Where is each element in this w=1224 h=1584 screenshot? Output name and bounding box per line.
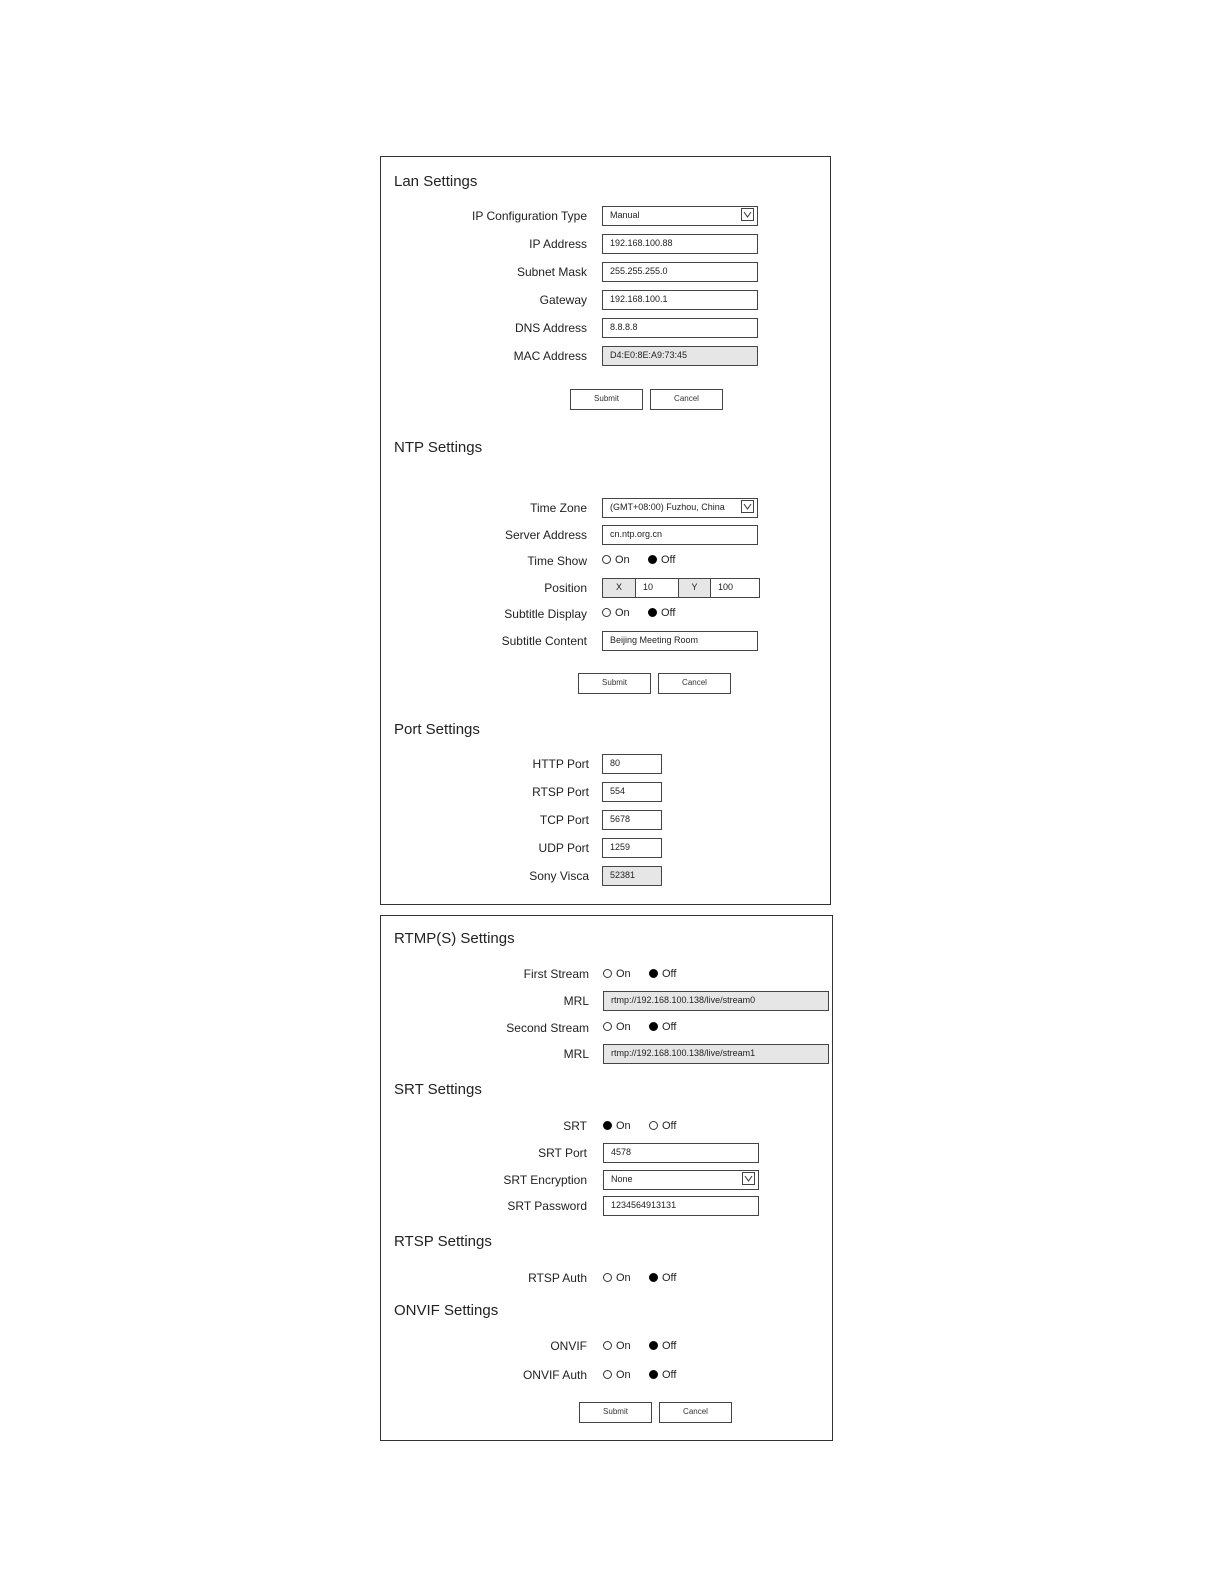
rtsp-auth-radio-group — [603, 1271, 693, 1287]
subtitle-display-off-radio[interactable] — [648, 608, 657, 617]
time-show-on-label: On — [615, 554, 630, 566]
srt-off-label: Off — [662, 1120, 677, 1132]
srt-off-radio[interactable] — [649, 1121, 658, 1130]
onvif-auth-radio-group — [603, 1368, 693, 1384]
first-stream-off-label: Off — [662, 968, 677, 980]
srt-on-label: On — [616, 1120, 631, 1132]
ip-config-type-label: IP Configuration Type — [472, 209, 587, 223]
rtsp-port-label: RTSP Port — [532, 785, 589, 799]
streaming-submit-button[interactable]: Submit — [579, 1402, 652, 1423]
second-stream-on-radio[interactable] — [603, 1022, 612, 1031]
lan-submit-button[interactable]: Submit — [570, 389, 643, 410]
srt-encryption-select[interactable] — [603, 1170, 759, 1190]
onvif-auth-on-label: On — [616, 1369, 631, 1381]
server-address-input[interactable]: cn.ntp.org.cn — [602, 525, 758, 545]
subtitle-display-off-label: Off — [661, 607, 676, 619]
subtitle-display-on-radio[interactable] — [602, 608, 611, 617]
ip-address-input[interactable]: 192.168.100.88 — [602, 234, 758, 254]
sony-visca-field: 52381 — [602, 866, 662, 886]
http-port-label: HTTP Port — [532, 757, 589, 771]
subtitle-display-on-label: On — [615, 607, 630, 619]
onvif-label: ONVIF — [550, 1339, 587, 1353]
time-show-radio-group — [602, 553, 692, 569]
chevron-down-icon[interactable] — [742, 1172, 755, 1185]
time-show-label: Time Show — [527, 554, 587, 568]
srt-password-label: SRT Password — [507, 1199, 587, 1213]
network-settings-panel — [380, 156, 831, 905]
ip-config-type-select[interactable] — [602, 206, 758, 226]
lan-cancel-button[interactable]: Cancel — [650, 389, 723, 410]
ntp-cancel-button[interactable]: Cancel — [658, 673, 731, 694]
time-show-on-radio[interactable] — [602, 555, 611, 564]
onvif-off-label: Off — [662, 1340, 677, 1352]
subtitle-display-label: Subtitle Display — [504, 607, 587, 621]
second-mrl-label: MRL — [563, 1047, 589, 1061]
first-stream-on-label: On — [616, 968, 631, 980]
onvif-on-radio[interactable] — [603, 1341, 612, 1350]
tcp-port-label: TCP Port — [539, 813, 589, 827]
rtsp-auth-off-label: Off — [662, 1272, 677, 1284]
srt-port-label: SRT Port — [538, 1146, 587, 1160]
first-stream-radio-group — [603, 967, 693, 983]
time-zone-label: Time Zone — [530, 501, 587, 515]
ip-address-label: IP Address — [529, 237, 587, 251]
udp-port-input[interactable]: 1259 — [602, 838, 662, 858]
dns-address-input[interactable]: 8.8.8.8 — [602, 318, 758, 338]
gateway-label: Gateway — [539, 293, 587, 307]
subnet-mask-label: Subnet Mask — [516, 265, 587, 279]
onvif-on-label: On — [616, 1340, 631, 1352]
onvif-auth-on-radio[interactable] — [603, 1370, 612, 1379]
second-stream-off-radio[interactable] — [649, 1022, 658, 1031]
tcp-port-input[interactable]: 5678 — [602, 810, 662, 830]
srt-encryption-label: SRT Encryption — [503, 1173, 587, 1187]
position-x-tag: X — [603, 579, 635, 597]
subnet-mask-input[interactable]: 255.255.255.0 — [602, 262, 758, 282]
rtmp-settings-heading: RTMP(S) Settings — [394, 930, 515, 947]
position-y-input[interactable]: 100 — [710, 579, 759, 597]
position-field-group — [602, 578, 760, 598]
subtitle-content-label: Subtitle Content — [501, 634, 587, 648]
rtsp-settings-heading: RTSP Settings — [394, 1233, 492, 1250]
second-stream-on-label: On — [616, 1021, 631, 1033]
first-stream-off-radio[interactable] — [649, 969, 658, 978]
lan-settings-heading: Lan Settings — [394, 173, 478, 190]
rtsp-auth-on-radio[interactable] — [603, 1273, 612, 1282]
port-settings-heading: Port Settings — [394, 721, 480, 738]
srt-radio-group — [603, 1119, 693, 1135]
ntp-settings-heading: NTP Settings — [394, 439, 483, 456]
time-zone-value: (GMT+08:00) Fuzhou, China — [610, 502, 725, 512]
subtitle-display-radio-group — [602, 606, 692, 622]
dns-address-label: DNS Address — [514, 321, 587, 335]
srt-password-input[interactable]: 1234564913131 — [603, 1196, 759, 1216]
time-zone-select[interactable] — [602, 498, 758, 518]
first-stream-on-radio[interactable] — [603, 969, 612, 978]
rtsp-port-input[interactable]: 554 — [602, 782, 662, 802]
position-y-tag: Y — [678, 579, 710, 597]
second-stream-label: Second Stream — [506, 1021, 589, 1035]
time-show-off-label: Off — [661, 554, 676, 566]
rtsp-auth-label: RTSP Auth — [528, 1271, 587, 1285]
mac-address-field: D4:E0:8E:A9:73:45 — [602, 346, 758, 366]
gateway-input[interactable]: 192.168.100.1 — [602, 290, 758, 310]
onvif-auth-label: ONVIF Auth — [522, 1368, 587, 1382]
subtitle-content-input[interactable]: Beijing Meeting Room — [602, 631, 758, 651]
udp-port-label: UDP Port — [538, 841, 589, 855]
onvif-auth-off-radio[interactable] — [649, 1370, 658, 1379]
srt-settings-heading: SRT Settings — [394, 1081, 482, 1098]
srt-encryption-value: None — [611, 1174, 633, 1184]
onvif-off-radio[interactable] — [649, 1341, 658, 1350]
streaming-settings-panel — [380, 915, 833, 1441]
time-show-off-radio[interactable] — [648, 555, 657, 564]
second-stream-off-label: Off — [662, 1021, 677, 1033]
position-label: Position — [544, 581, 587, 595]
rtsp-auth-off-radio[interactable] — [649, 1273, 658, 1282]
rtsp-auth-on-label: On — [616, 1272, 631, 1284]
http-port-input[interactable]: 80 — [602, 754, 662, 774]
chevron-down-icon[interactable] — [741, 208, 754, 221]
position-x-input[interactable]: 10 — [635, 579, 678, 597]
streaming-cancel-button[interactable]: Cancel — [659, 1402, 732, 1423]
first-mrl-label: MRL — [563, 994, 589, 1008]
sony-visca-label: Sony Visca — [529, 869, 589, 883]
mac-address-label: MAC Address — [513, 349, 587, 363]
server-address-label: Server Address — [504, 528, 587, 542]
ip-config-type-value: Manual — [610, 210, 640, 220]
first-stream-label: First Stream — [523, 967, 589, 981]
second-stream-radio-group — [603, 1020, 693, 1036]
chevron-down-icon[interactable] — [741, 500, 754, 513]
onvif-settings-heading: ONVIF Settings — [394, 1302, 499, 1319]
srt-port-input[interactable]: 4578 — [603, 1143, 759, 1163]
srt-label: SRT — [563, 1119, 587, 1133]
second-mrl-field: rtmp://192.168.100.138/live/stream1 — [603, 1044, 829, 1064]
onvif-radio-group — [603, 1339, 693, 1355]
onvif-auth-off-label: Off — [662, 1369, 677, 1381]
ntp-submit-button[interactable]: Submit — [578, 673, 651, 694]
srt-on-radio[interactable] — [603, 1121, 612, 1130]
first-mrl-field: rtmp://192.168.100.138/live/stream0 — [603, 991, 829, 1011]
